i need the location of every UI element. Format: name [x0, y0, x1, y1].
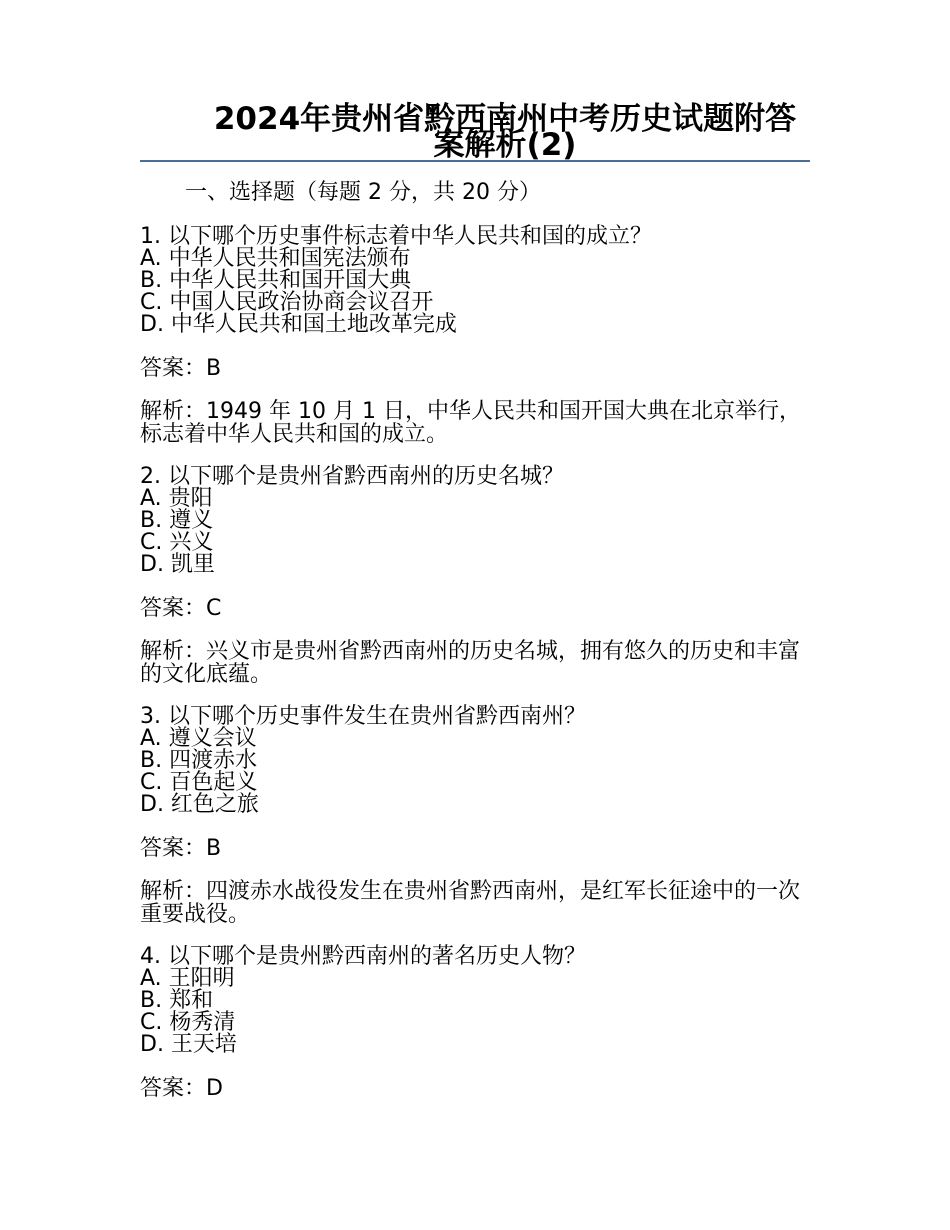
option-c: C. 兴义: [140, 530, 214, 555]
answer-2: 答案：C: [140, 596, 222, 621]
question-1: [140, 226, 812, 336]
question-text: 4. 以下哪个是贵州黔西南州的著名历史人物？: [140, 944, 586, 969]
option-d: D. 红色之旅: [140, 792, 259, 817]
question-text: 2. 以下哪个是贵州省黔西南州的历史名城？: [140, 464, 564, 489]
option-d: D. 凯里: [140, 552, 215, 577]
section-heading: 一、选择题（每题 2 分，共 20 分）: [185, 180, 541, 205]
question-3: [140, 706, 812, 816]
option-c: C. 中国人民政治协商会议召开: [140, 290, 434, 315]
option-d: D. 王天培: [140, 1032, 237, 1057]
answer-4: 答案：D: [140, 1076, 223, 1101]
question-2: [140, 466, 812, 576]
question-list: [140, 226, 812, 1120]
question-text: 3. 以下哪个历史事件发生在贵州省黔西南州？: [140, 704, 586, 729]
option-b: B. 郑和: [140, 988, 214, 1013]
option-b: B. 中华人民共和国开国大典: [140, 268, 412, 293]
option-b: B. 四渡赤水: [140, 748, 258, 773]
option-b: B. 遵义: [140, 508, 214, 533]
option-d: D. 中华人民共和国土地改革完成: [140, 312, 457, 337]
analysis-2: 解析：兴义市是贵州省黔西南州的历史名城，拥有悠久的历史和丰富的文化底蕴。: [140, 639, 801, 687]
option-a: A. 王阳明: [140, 966, 235, 991]
option-c: C. 杨秀清: [140, 1010, 236, 1035]
option-c: C. 百色起义: [140, 770, 258, 795]
analysis-1: 解析：1949 年 10 月 1 日，中华人民共和国开国大典在北京举行，标志着中华人民共和国的成立。: [140, 399, 801, 447]
question-4: [140, 946, 812, 1056]
title-divider: [140, 160, 810, 162]
option-a: A. 中华人民共和国宪法颁布: [140, 246, 411, 271]
option-a: A. 遵义会议: [140, 726, 257, 751]
document-title: 2024年贵州省黔西南州中考历史试题附答案解析(2): [213, 101, 797, 163]
analysis-3: 解析：四渡赤水战役发生在贵州省黔西南州，是红军长征途中的一次重要战役。: [140, 879, 801, 927]
answer-1: 答案：B: [140, 356, 222, 381]
question-text: 1. 以下哪个历史事件标志着中华人民共和国的成立？: [140, 224, 652, 249]
option-a: A. 贵阳: [140, 486, 213, 511]
answer-3: 答案：B: [140, 836, 222, 861]
